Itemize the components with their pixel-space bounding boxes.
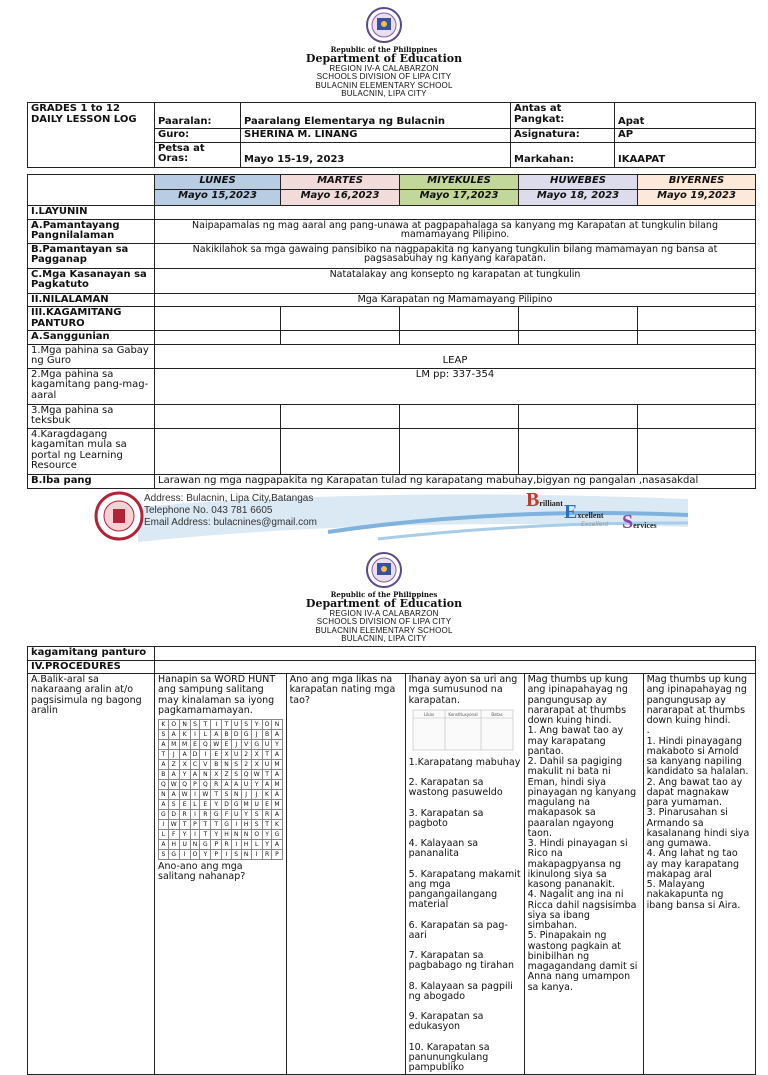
- footer-banner: [78, 487, 688, 547]
- grid-letter: T: [200, 720, 211, 730]
- pagganap-label: B.Pamantayan sa Pagganap: [28, 243, 155, 268]
- grid-letter: A: [272, 770, 282, 780]
- grid-letter: N: [231, 790, 241, 800]
- balik-aral-label: A.Balik-aral sa nakaraang aralin at/o pagsisimula ng bagong aralin: [28, 674, 155, 1075]
- grid-letter: T: [262, 820, 272, 830]
- grid-letter: U: [179, 840, 190, 850]
- grid-letter: M: [241, 800, 251, 810]
- paaralan-value: Paaralang Elementarya ng Bulacnin: [241, 103, 511, 129]
- portal-label: 4.Karagdagang kagamitan mula sa portal ng Learning Resource: [28, 428, 155, 474]
- grid-letter: N: [272, 720, 282, 730]
- grid-letter: R: [200, 810, 211, 820]
- pagganap-text: Nakikilahok sa mga gawaing pansibiko na nagpapakita ng kanyang tungkulin bilang mamamayan ng bansa at pagsasabuhay ng kanyang karapatan.: [155, 243, 756, 268]
- grid-letter: J: [168, 750, 179, 760]
- pangnilalaman-text: Naipapamalas ng mag aaral ang pang-unawa at pagpapahalaga sa kanyang mg Karapatan at tungkulin bilang mamamayang Pilipino.: [155, 219, 756, 243]
- huwebes-item: 1. Ang bawat tao ay may karapatang pantao.: [527, 725, 624, 757]
- grid-letter: Q: [241, 770, 251, 780]
- grid-letter: N: [200, 770, 211, 780]
- department-text: Department of Education: [305, 597, 463, 611]
- grid-letter: H: [222, 830, 232, 840]
- biyernes-item: 5. Malayang nakakapunta ng ibang bansa si Aira.: [646, 879, 741, 911]
- address-text: BULACNIN, LIPA CITY: [341, 634, 427, 644]
- date-miyekules: Mayo 17,2023: [400, 190, 519, 206]
- grid-letter: R: [262, 810, 272, 820]
- grid-letter: S: [159, 730, 169, 740]
- grid-letter: J: [241, 790, 251, 800]
- grid-letter: P: [211, 850, 222, 860]
- grid-letter: A: [159, 760, 169, 770]
- grid-letter: K: [159, 720, 169, 730]
- grid-letter: V: [200, 760, 211, 770]
- grid-letter: Q: [159, 780, 169, 790]
- grid-letter: I: [190, 790, 200, 800]
- grid-letter: U: [241, 780, 251, 790]
- region-text: REGION IV-A CALABARZON: [329, 608, 439, 618]
- grid-letter: Y: [251, 720, 262, 730]
- grid-letter: O: [168, 720, 179, 730]
- grid-letter: T: [262, 770, 272, 780]
- grid-letter: A: [262, 780, 272, 790]
- grid-letter: R: [211, 780, 222, 790]
- grid-letter: R: [179, 810, 190, 820]
- grid-letter: T: [262, 750, 272, 760]
- biyernes-item: 1. Hindi pinayagang makaboto si Arnold sa kanyang napiling kandidato sa halalan.: [646, 735, 749, 778]
- grid-letter: H: [241, 840, 251, 850]
- gabay-text: LEAP: [155, 344, 756, 368]
- kasanayan-label: C.Mga Kasanayan sa Pagkatuto: [28, 268, 155, 293]
- grid-letter: J: [251, 790, 262, 800]
- grid-letter: G: [211, 810, 222, 820]
- classification-table-image: [409, 708, 517, 754]
- grid-letter: L: [159, 830, 169, 840]
- huwebes-activity: [524, 674, 643, 1075]
- school-text: BULACNIN ELEMENTARY SCHOOL: [315, 80, 453, 90]
- grid-letter: W: [251, 770, 262, 780]
- kagamitang-pang-text: LM pp: 337-354: [155, 368, 756, 404]
- grid-letter: A: [179, 750, 190, 760]
- republic-text: Republic of the Philippines: [330, 45, 438, 54]
- grid-letter: E: [222, 740, 232, 750]
- word-hunt-question: Ano-ano ang mga salitang nahanap?: [158, 861, 246, 883]
- division-text: SCHOOLS DIVISION OF LIPA CITY: [316, 72, 452, 82]
- grid-letter: N: [159, 790, 169, 800]
- grid-letter: A: [168, 770, 179, 780]
- day-martes: MARTES: [281, 175, 400, 190]
- grid-letter: D: [222, 800, 232, 810]
- grid-letter: I: [211, 720, 222, 730]
- antas-label: Antas at Pangkat:: [511, 103, 615, 129]
- day-miyekules: MIYEKULES: [400, 175, 519, 190]
- grid-letter: I: [190, 730, 200, 740]
- dll-title: GRADES 1 to 12 DAILY LESSON LOG: [28, 103, 155, 168]
- brand-e: E: [564, 501, 578, 523]
- grid-letter: M: [272, 800, 282, 810]
- procedures-label: IV.PROCEDURES: [28, 660, 155, 674]
- deped-seal-icon: [359, 551, 409, 589]
- grid-letter: Q: [200, 740, 211, 750]
- grid-letter: V: [241, 740, 251, 750]
- paaralan-label: Paaralan:: [155, 103, 241, 129]
- karapatan-item: 10. Karapatan sa panunungkulang pampubliko: [408, 1041, 490, 1073]
- info-table: [27, 102, 756, 168]
- iba-text: Larawan ng mga nagpapakita ng Karapatan tulad ng karapatang mabuhay,bigyan ng pangalan ,nasasakdal: [155, 474, 756, 488]
- grid-letter: N: [241, 850, 251, 860]
- martes-question: Ano ang mga likas na karapatan nating mga tao?: [286, 674, 405, 1075]
- karapatan-item: 6. Karapatan sa pag-aari: [408, 919, 508, 941]
- grid-letter: W: [200, 790, 211, 800]
- corner-cell: [28, 175, 155, 206]
- asignatura-label: Asignatura:: [511, 129, 615, 143]
- grid-letter: Y: [262, 840, 272, 850]
- karapatan-item: 7. Karapatan sa pagbabago ng tirahan: [408, 950, 515, 972]
- grid-letter: W: [211, 740, 222, 750]
- miyekules-activity: [405, 674, 524, 1075]
- huwebes-item: 3. Hindi pinayagan si Rico na makapagpyansa ng ikinulong siya sa kasong pananakit.: [527, 838, 628, 890]
- karapatan-item: 8. Kalayaan sa pagpili ng abogado: [408, 980, 513, 1002]
- footer-address: Address: Bulacnin, Lipa City,Batangas: [144, 493, 314, 504]
- grid-letter: G: [159, 810, 169, 820]
- grid-letter: T: [179, 820, 190, 830]
- grid-letter: I: [200, 750, 211, 760]
- grid-letter: I: [222, 850, 232, 860]
- grid-letter: X: [179, 760, 190, 770]
- kasanayan-text: Natatalakay ang konsepto ng karapatan at tungkulin: [155, 268, 756, 293]
- procedures-table: [27, 646, 756, 1075]
- kagamitang-pang-label: 2.Mga pahina sa kagamitang pang-mag-aaral: [28, 368, 155, 404]
- grid-letter: E: [211, 750, 222, 760]
- grid-letter: D: [168, 810, 179, 820]
- gabay-label: 1.Mga pahina sa Gabay ng Guro: [28, 344, 155, 368]
- grid-letter: Y: [272, 740, 282, 750]
- grid-letter: I: [159, 820, 169, 830]
- grid-letter: P: [190, 780, 200, 790]
- grid-letter: K: [272, 820, 282, 830]
- karapatan-item: 4. Kalayaan sa pananalita: [408, 838, 479, 860]
- date-huwebes: Mayo 18, 2023: [519, 190, 638, 206]
- region-text: REGION IV-A CALABARZON: [329, 63, 439, 73]
- brand-e-word: xcellent: [577, 511, 604, 520]
- grid-letter: I: [231, 840, 241, 850]
- grid-letter: A: [190, 770, 200, 780]
- grid-letter: P: [211, 840, 222, 850]
- brand-s-word: ervices: [633, 521, 657, 530]
- grid-letter: T: [200, 820, 211, 830]
- grid-letter: 2: [241, 760, 251, 770]
- grid-letter: D: [231, 730, 241, 740]
- grid-letter: Q: [200, 780, 211, 790]
- kagamitang-label: III.KAGAMITANG PANTURO: [28, 307, 155, 331]
- grid-letter: G: [241, 730, 251, 740]
- col3-header-konstitusyonal: Konstitusyonal: [447, 711, 478, 717]
- grid-letter: O: [190, 850, 200, 860]
- word-hunt-grid: [158, 719, 283, 860]
- huwebes-item: Mag thumbs up kung ang ipinapahayag ng pangungusap ay nararapat at thumbs down kuing hindi.: [527, 674, 629, 726]
- grid-letter: U: [231, 750, 241, 760]
- nilalaman-text: Mga Karapatan ng Mamamayang Pilipino: [155, 293, 756, 307]
- grid-letter: X: [251, 750, 262, 760]
- grid-letter: A: [168, 790, 179, 800]
- grid-letter: Y: [251, 780, 262, 790]
- grid-letter: S: [231, 770, 241, 780]
- grid-letter: W: [168, 780, 179, 790]
- grid-letter: L: [251, 840, 262, 850]
- lunes-activity: [155, 674, 287, 1075]
- grid-letter: S: [251, 820, 262, 830]
- grid-letter: U: [262, 760, 272, 770]
- grid-letter: A: [159, 800, 169, 810]
- grid-letter: M: [179, 740, 190, 750]
- grid-letter: A: [222, 780, 232, 790]
- huwebes-item: 4. Nagalit ang ina ni Ricca dahil nagsisimba siya sa ibang simbahan.: [527, 889, 637, 931]
- grid-letter: U: [262, 740, 272, 750]
- grid-letter: A: [272, 790, 282, 800]
- huwebes-item: 2. Dahil sa pagiging makulit ni bata ni Eman, hindi siya pinayagan ng kanyang magulang na makapasok sa paaralan ngayong taon.: [527, 756, 637, 839]
- grid-letter: P: [190, 820, 200, 830]
- day-biyernes: BIYERNES: [638, 175, 756, 190]
- letterhead: [0, 6, 768, 98]
- grid-letter: X: [222, 750, 232, 760]
- layunin-label: I.LAYUNIN: [28, 206, 155, 220]
- grid-letter: N: [222, 760, 232, 770]
- grid-letter: E: [262, 800, 272, 810]
- karapatan-list: [409, 758, 521, 1074]
- grid-letter: T: [159, 750, 169, 760]
- brand-b-word: rilliant: [539, 499, 563, 508]
- col3-header-likas: Likas: [423, 711, 434, 717]
- grid-letter: I: [179, 850, 190, 860]
- grid-letter: Y: [179, 830, 190, 840]
- biyernes-item: 2. Ang bawat tao ay dapat magnakaw para yumaman.: [646, 776, 743, 808]
- school-logo-icon: [94, 491, 144, 541]
- school-text: BULACNIN ELEMENTARY SCHOOL: [315, 625, 453, 635]
- grid-letter: S: [251, 810, 262, 820]
- biyernes-item: 3. Pinarusahan si Armando sa kasalanang hindi siya ang gumawa.: [646, 807, 750, 849]
- grid-letter: M: [168, 740, 179, 750]
- grid-letter: G: [222, 820, 232, 830]
- grid-letter: W: [179, 790, 190, 800]
- grid-letter: U: [231, 810, 241, 820]
- grid-letter: A: [231, 780, 241, 790]
- markahan-label: Markahan:: [511, 142, 615, 167]
- nilalaman-label: II.NILALAMAN: [28, 293, 155, 307]
- grid-letter: B: [211, 760, 222, 770]
- grid-letter: T: [200, 830, 211, 840]
- grid-letter: X: [211, 770, 222, 780]
- grid-letter: J: [251, 730, 262, 740]
- grid-letter: C: [190, 760, 200, 770]
- grid-letter: N: [179, 720, 190, 730]
- grid-letter: S: [231, 850, 241, 860]
- kagamitang-panturo-label: kagamitang panturo: [28, 647, 155, 661]
- grid-letter: U: [251, 800, 262, 810]
- date-lunes: Mayo 15,2023: [155, 190, 281, 206]
- day-lunes: LUNES: [155, 175, 281, 190]
- grid-letter: Y: [262, 830, 272, 840]
- lesson-table: [27, 174, 756, 489]
- grid-letter: A: [211, 730, 222, 740]
- petsa-value: Mayo 15-19, 2023: [241, 142, 511, 167]
- grid-letter: P: [272, 850, 282, 860]
- markahan-value: IKAAPAT: [615, 142, 756, 167]
- grid-letter: S: [241, 720, 251, 730]
- karapatan-item: 1.Karapatang mabuhay: [408, 756, 521, 768]
- grid-letter: L: [190, 800, 200, 810]
- grid-letter: T: [211, 820, 222, 830]
- grid-letter: G: [231, 800, 241, 810]
- grid-letter: S: [222, 790, 232, 800]
- petsa-label: Petsa at Oras:: [155, 142, 241, 167]
- guro-label: Guro:: [155, 129, 241, 143]
- grid-letter: O: [262, 720, 272, 730]
- grid-letter: Z: [222, 770, 232, 780]
- grid-letter: K: [179, 730, 190, 740]
- brand-s: S: [622, 511, 634, 533]
- grid-letter: G: [200, 840, 211, 850]
- biyernes-item: Mag thumbs up kung ang ipinapahayag ng pangungusap ay nararapat at thumbs down kuing hindi.: [646, 674, 748, 726]
- grid-letter: D: [190, 750, 200, 760]
- grid-letter: E: [200, 800, 211, 810]
- pangnilalaman-label: A.Pamantayang Pangnilalaman: [28, 219, 155, 243]
- grid-letter: F: [222, 810, 232, 820]
- letterhead-2: [0, 551, 768, 643]
- biyernes-item: 4. Ang lahat ng tao ay may karapatang makapag aral: [646, 848, 740, 880]
- grid-letter: B: [159, 770, 169, 780]
- grid-letter: Y: [211, 800, 222, 810]
- biyernes-item: .: [646, 725, 650, 737]
- grid-letter: U: [231, 720, 241, 730]
- grid-letter: A: [272, 810, 282, 820]
- grid-letter: T: [211, 790, 222, 800]
- grid-letter: I: [231, 820, 241, 830]
- col3-header-batas: Batas: [490, 711, 503, 717]
- grid-letter: E: [190, 740, 200, 750]
- grid-letter: R: [222, 840, 232, 850]
- grid-letter: G: [272, 830, 282, 840]
- grid-letter: J: [231, 740, 241, 750]
- grid-letter: A: [159, 840, 169, 850]
- grid-letter: W: [168, 820, 179, 830]
- grid-letter: H: [168, 840, 179, 850]
- grid-letter: X: [251, 760, 262, 770]
- grid-letter: Y: [211, 830, 222, 840]
- date-biyernes: Mayo 19,2023: [638, 190, 756, 206]
- asignatura-value: AP: [615, 129, 756, 143]
- grid-letter: O: [251, 830, 262, 840]
- teksbuk-label: 3.Mga pahina sa teksbuk: [28, 404, 155, 428]
- department-text: Department of Education: [305, 52, 463, 66]
- karapatan-item: 9. Karapatan sa edukasyon: [408, 1011, 484, 1033]
- grid-letter: S: [190, 720, 200, 730]
- grid-letter: L: [200, 730, 211, 740]
- republic-text: Republic of the Philippines: [330, 590, 438, 599]
- word-hunt-instruction: Hanapin sa WORD HUNT ang sampung salitang may kinalaman sa iyong pagkamamamayan.: [158, 674, 276, 716]
- brand-b: B: [526, 489, 540, 511]
- grid-letter: A: [272, 840, 282, 850]
- grid-letter: B: [262, 730, 272, 740]
- day-huwebes: HUWEBES: [519, 175, 638, 190]
- division-text: SCHOOLS DIVISION OF LIPA CITY: [316, 617, 452, 627]
- grid-letter: K: [262, 790, 272, 800]
- grid-letter: M: [272, 760, 282, 770]
- grid-letter: R: [262, 850, 272, 860]
- grid-letter: S: [231, 760, 241, 770]
- grid-letter: Z: [168, 760, 179, 770]
- iba-label: B.Iba pang: [28, 474, 155, 488]
- grid-letter: I: [190, 830, 200, 840]
- grid-letter: A: [168, 730, 179, 740]
- grid-letter: E: [179, 800, 190, 810]
- grid-letter: I: [190, 810, 200, 820]
- grid-letter: G: [251, 740, 262, 750]
- grid-letter: Y: [200, 850, 211, 860]
- footer-email: Email Address: bulacnines@gmail.com: [144, 517, 318, 528]
- antas-value: Apat: [615, 103, 756, 129]
- grid-letter: Q: [179, 780, 190, 790]
- grid-letter: T: [222, 720, 232, 730]
- grid-letter: A: [272, 750, 282, 760]
- grid-letter: G: [168, 850, 179, 860]
- grid-letter: M: [272, 780, 282, 790]
- karapatan-item: 3. Karapatan sa pagboto: [408, 807, 484, 829]
- date-martes: Mayo 16,2023: [281, 190, 400, 206]
- grid-letter: Y: [241, 810, 251, 820]
- footer-telephone: Telephone No. 043 781 6605: [144, 505, 273, 516]
- huwebes-item: 5. Pinapakain ng wastong pagkain at binibilhan ng magagandang damit si Anna nang umampon sa kanya.: [527, 930, 638, 993]
- grid-letter: S: [159, 850, 169, 860]
- grid-letter: N: [241, 830, 251, 840]
- brand-e-sub: Excellent: [581, 521, 609, 528]
- grid-letter: I: [251, 850, 262, 860]
- karapatan-item: 5. Karapatang makamit ang mga pangangailangang material: [408, 868, 521, 911]
- grid-letter: A: [159, 740, 169, 750]
- grid-letter: A: [272, 730, 282, 740]
- grid-letter: S: [168, 800, 179, 810]
- guro-value: SHERINA M. LINANG: [241, 129, 511, 143]
- layunin-cell: [155, 206, 756, 220]
- grid-letter: 2: [241, 750, 251, 760]
- grid-letter: Y: [179, 770, 190, 780]
- address-text: BULACNIN, LIPA CITY: [341, 89, 427, 99]
- grid-letter: N: [190, 840, 200, 850]
- biyernes-activity: [643, 674, 755, 1075]
- karapatan-item: 2. Karapatan sa wastong pasuweldo: [408, 777, 503, 799]
- grid-letter: B: [222, 730, 232, 740]
- ihanay-instruction: Ihanay ayon sa uri ang mga sumusunod na karapatan.: [408, 674, 518, 706]
- grid-letter: N: [231, 830, 241, 840]
- grid-letter: H: [241, 820, 251, 830]
- deped-seal-icon: [359, 6, 409, 44]
- grid-letter: F: [168, 830, 179, 840]
- sanggunian-label: A.Sanggunian: [28, 331, 155, 345]
